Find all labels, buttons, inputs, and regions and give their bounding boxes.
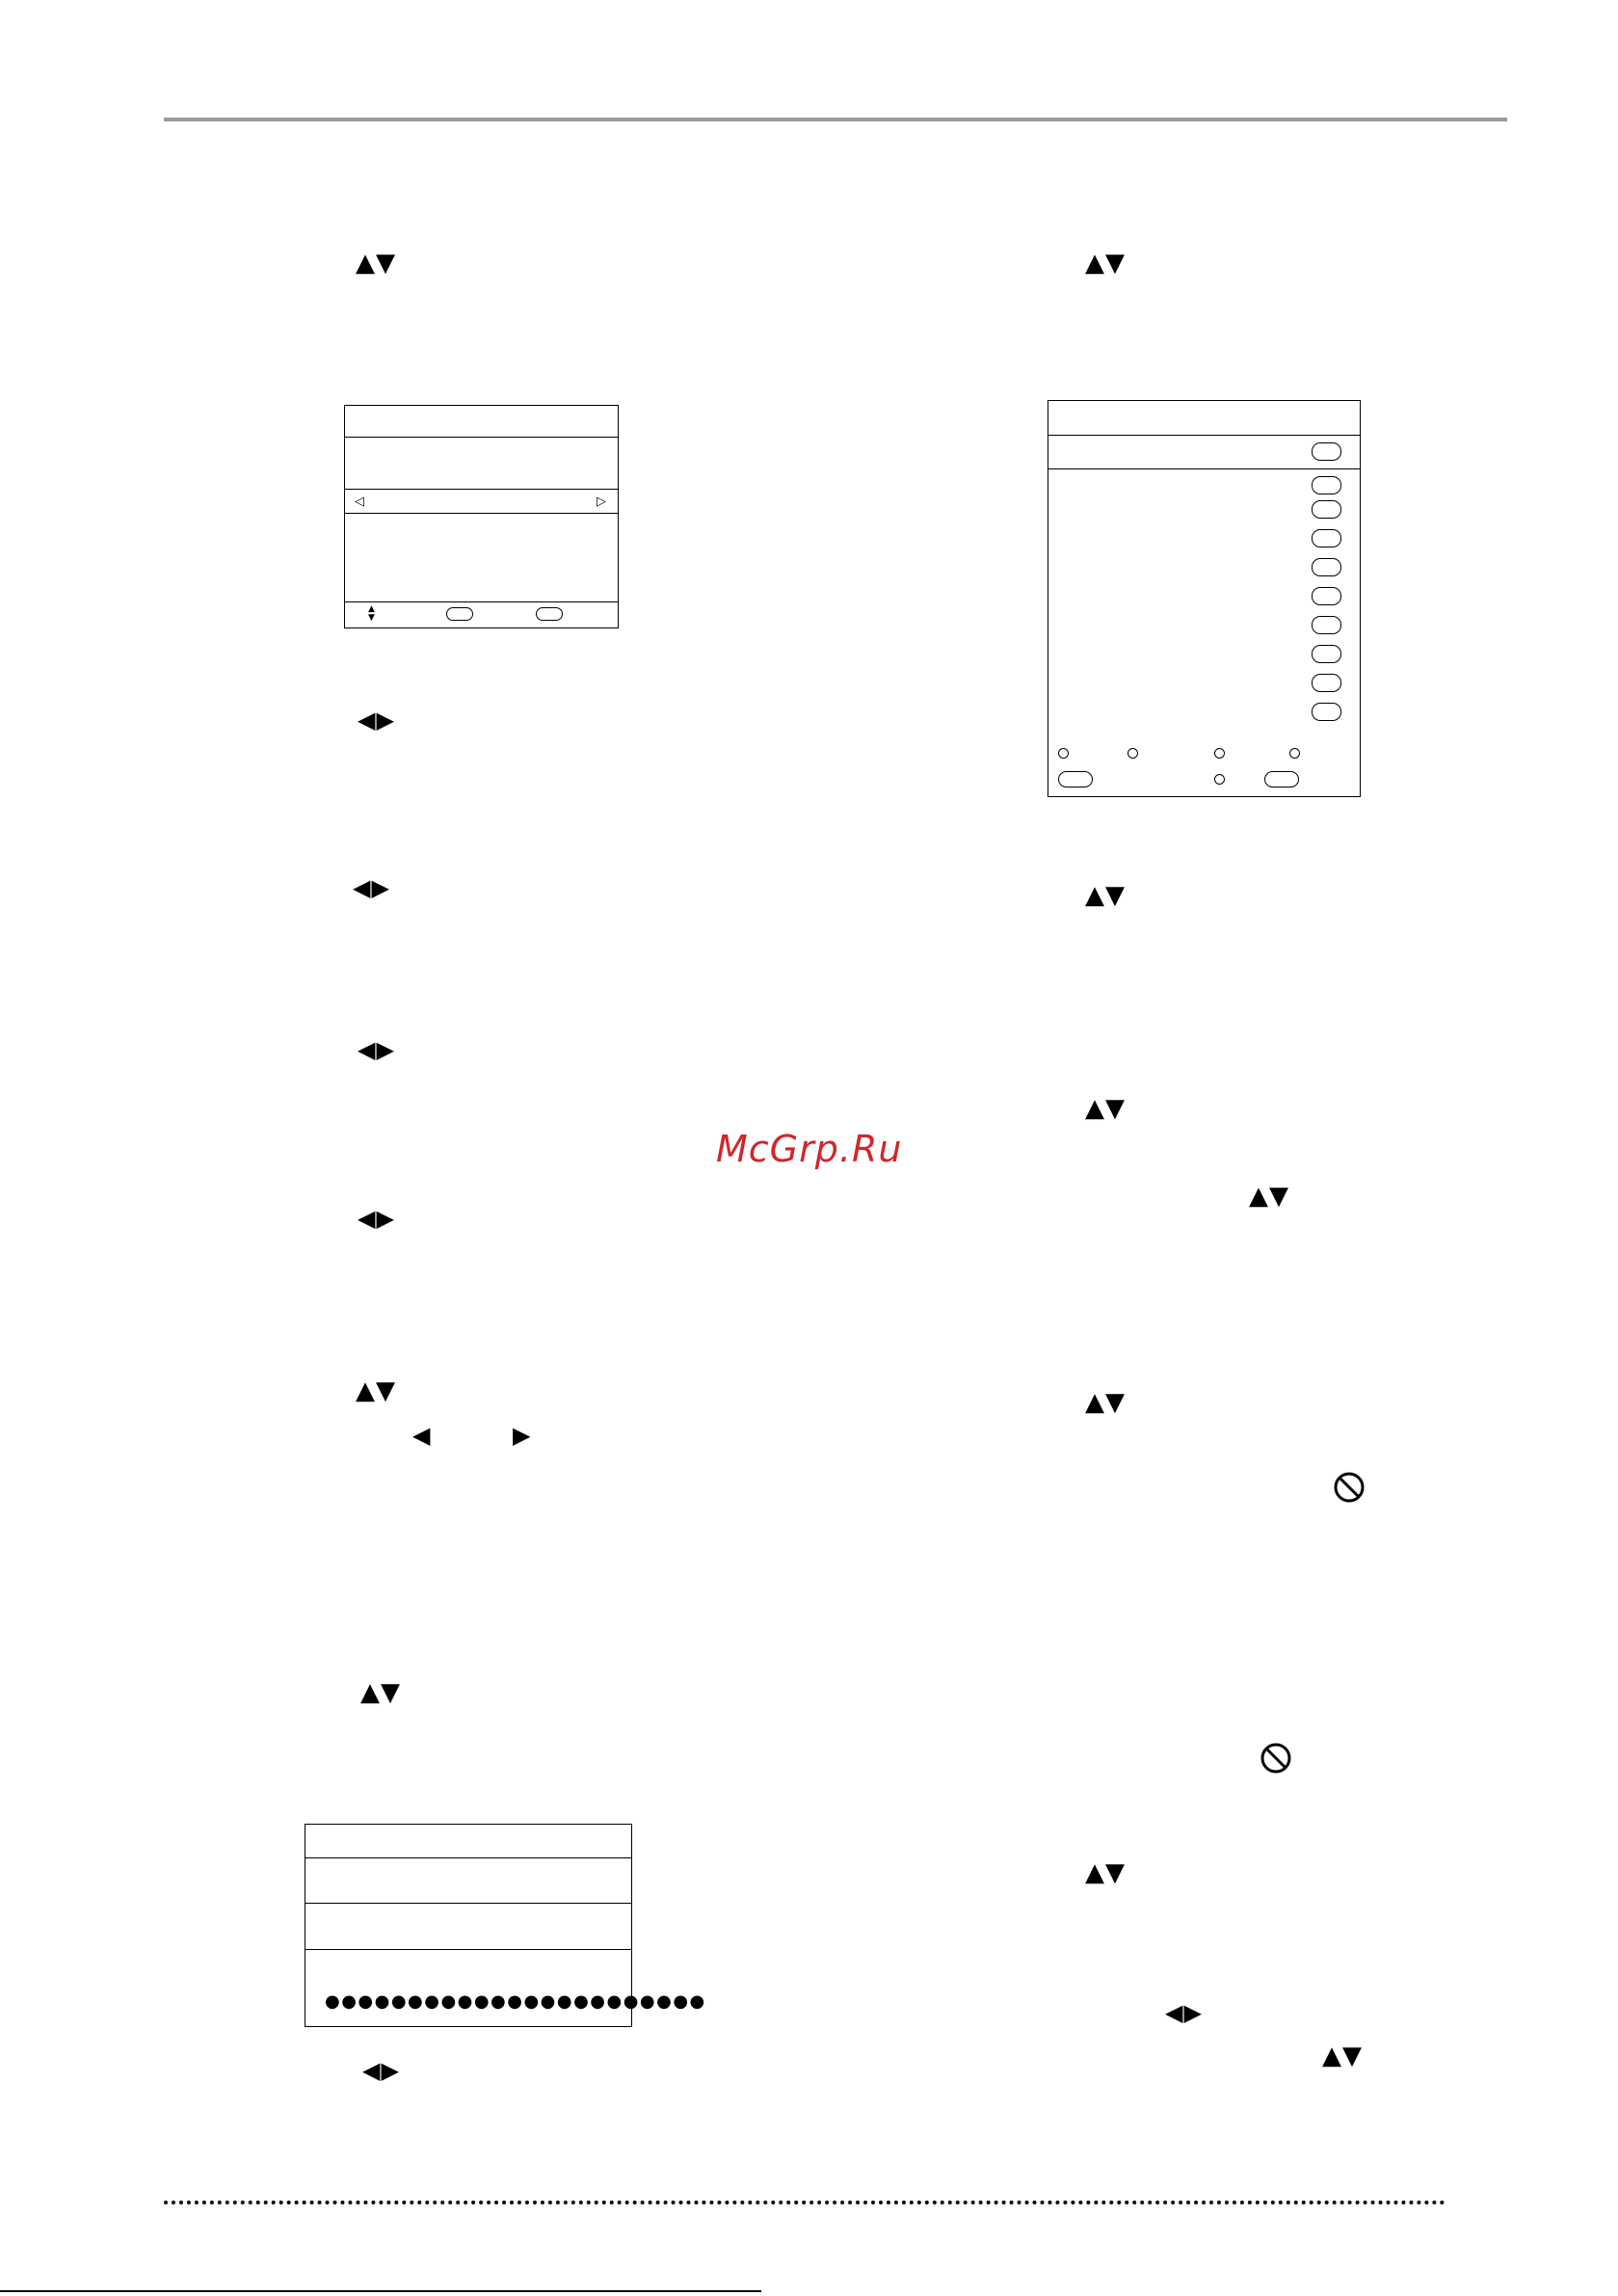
key-button-icon: [536, 607, 563, 621]
circle-marker-icon: [1127, 748, 1138, 759]
header-rule: [164, 118, 1507, 121]
password-dots: ●●●●●●●●●●●●●●●●●●●●●●●: [325, 1991, 706, 2012]
key-button-icon: [1312, 703, 1341, 721]
key-button-icon: [1264, 771, 1299, 788]
left-right-arrows-icon: ◀▶: [353, 874, 390, 901]
right-arrow-icon: ▷: [597, 494, 606, 509]
circle-marker-icon: [1058, 748, 1069, 759]
up-down-arrows-icon: ▲▼: [360, 1678, 401, 1707]
key-button-icon: [1312, 476, 1341, 494]
key-button-icon: [446, 607, 473, 621]
prohibited-icon: [1333, 1471, 1366, 1504]
bottom-edge-line: [0, 2290, 761, 2292]
menu-diagram-3: [1048, 400, 1361, 797]
left-arrow-icon: ◁: [355, 494, 364, 509]
circle-marker-icon: [1214, 774, 1225, 785]
key-button-icon: [1312, 442, 1341, 461]
prohibited-icon: [1260, 1742, 1292, 1775]
key-button-icon: [1312, 558, 1341, 576]
left-right-arrows-icon: ◀▶: [362, 2057, 400, 2084]
up-down-arrows-icon: ▲▼: [1085, 881, 1126, 910]
up-down-arrows-icon: ▲▼: [1085, 249, 1126, 278]
left-arrow-icon: ◀: [412, 1422, 432, 1449]
circle-marker-icon: [1214, 748, 1225, 759]
up-down-arrows-icon: ▲▼: [1322, 2042, 1363, 2070]
footer-dotted-rule: [164, 2201, 1446, 2204]
up-down-arrows-icon: ▲▼: [1085, 1094, 1126, 1123]
key-button-icon: [1312, 616, 1341, 634]
key-button-icon: [1058, 771, 1093, 788]
up-down-arrows-icon: ▲▼: [1085, 1858, 1126, 1887]
key-button-icon: [1312, 529, 1341, 547]
menu-diagram-2: [305, 1824, 706, 2027]
left-right-arrows-icon: ◀▶: [358, 707, 395, 734]
key-button-icon: [1312, 645, 1341, 663]
up-down-arrows-icon: ▲▼: [356, 1376, 396, 1405]
key-button-icon: [1312, 674, 1341, 692]
up-down-arrows-icon: ▲▼: [1249, 1182, 1289, 1211]
updown-small-icon: ▲ ▼: [368, 604, 375, 623]
up-down-arrows-icon: ▲▼: [1085, 1388, 1126, 1417]
key-button-icon: [1312, 500, 1341, 519]
left-right-arrows-icon: ◀▶: [358, 1036, 395, 1063]
left-right-arrows-icon: ◀▶: [358, 1205, 395, 1232]
circle-marker-icon: [1289, 748, 1300, 759]
left-right-arrows-icon: ◀▶: [1165, 1999, 1203, 2026]
up-down-arrows-icon: ▲▼: [356, 249, 396, 278]
key-button-icon: [1312, 587, 1341, 605]
watermark: McGrp.Ru: [716, 1128, 903, 1170]
menu-diagram-1: [344, 405, 619, 628]
right-arrow-icon: ▶: [513, 1422, 532, 1449]
